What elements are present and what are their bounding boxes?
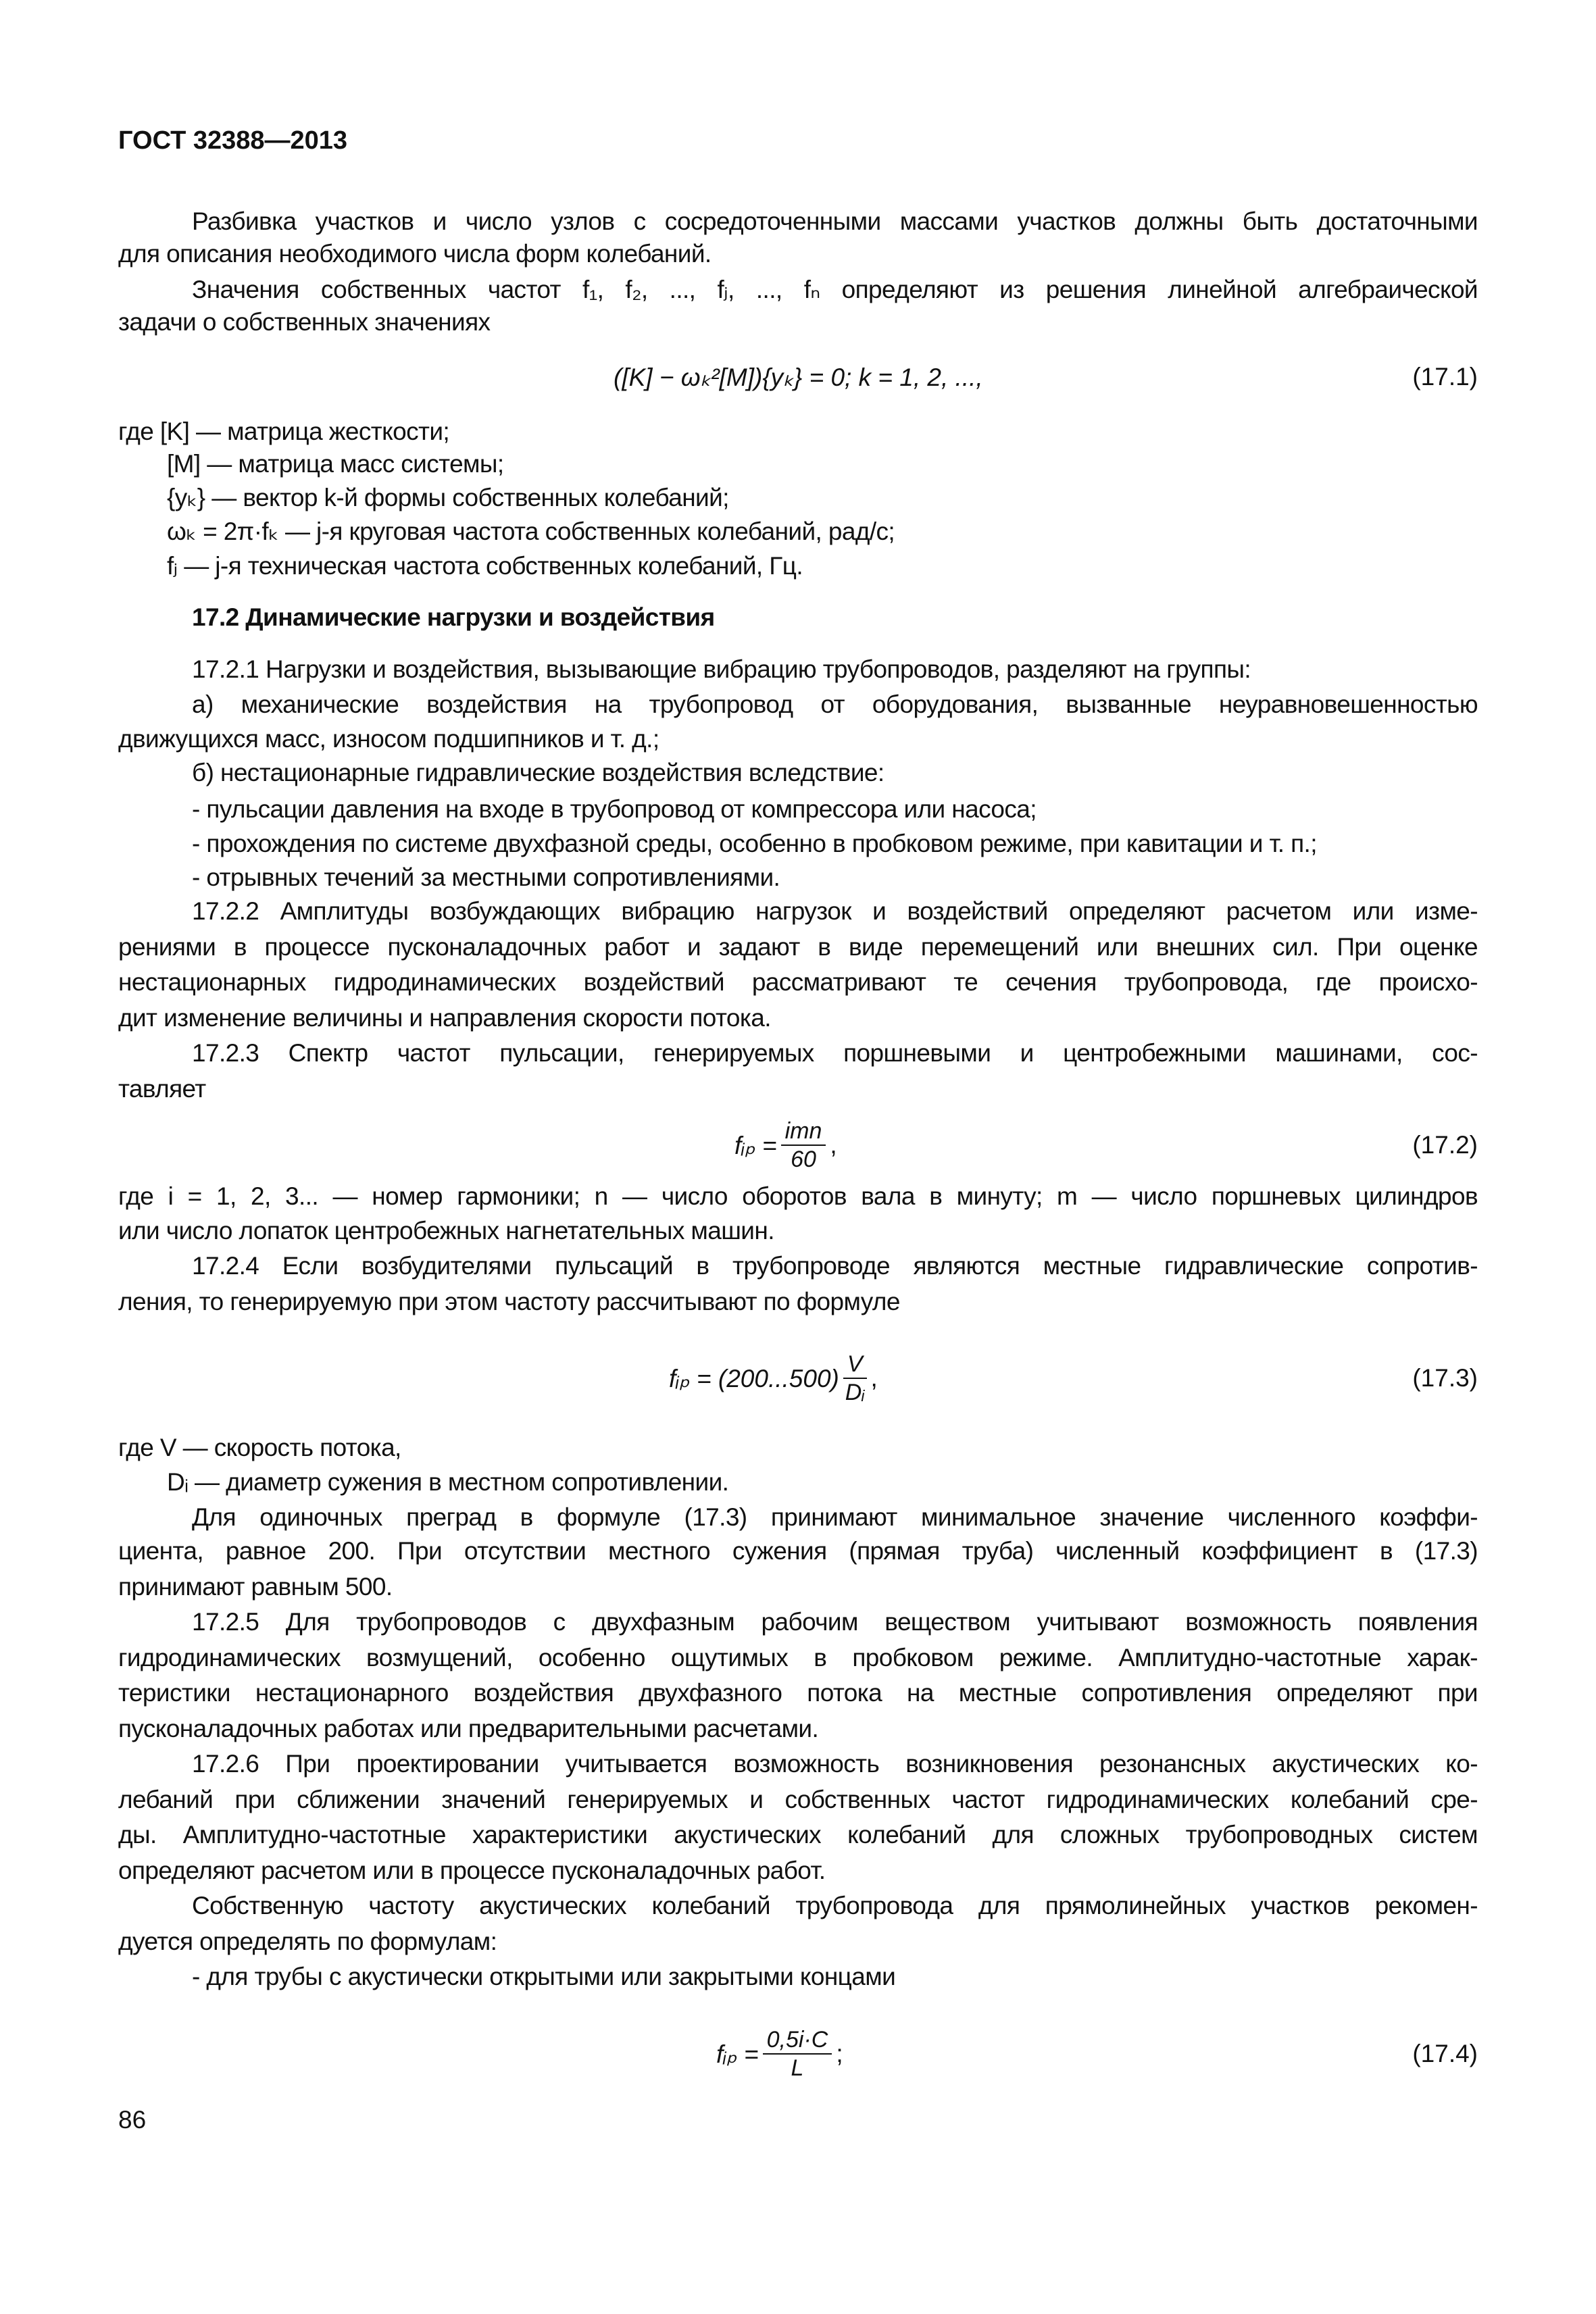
text-line: а) механические воздействия на трубопровод от оборудования, вызванные неуравновешенностью	[192, 690, 1478, 718]
text-line: 17.2.1 Нагрузки и воздействия, вызывающие вибрацию трубопроводов, разделяют на группы:	[192, 655, 1251, 683]
formula-number: (17.4)	[1412, 2040, 1478, 2067]
numerator: V	[843, 1351, 867, 1379]
text-line: 17.2.6 При проектировании учитывается возможность возникновения резонансных акустических ко-	[192, 1750, 1478, 1778]
text-line: для описания необходимого числа форм колебаний.	[118, 240, 712, 268]
text-line: 17.2.2 Амплитуды возбуждающих вибрацию нагрузок и воздействий определяют расчетом или изме-	[192, 897, 1478, 925]
text-line: дуется определять по формулам:	[118, 1928, 497, 1955]
text-line: 17.2.5 Для трубопроводов с двухфазным рабочим веществом учитывают возможность появления	[192, 1608, 1478, 1636]
text-line: Разбивка участков и число узлов с сосредоточенными массами участков должны быть достаточными	[192, 207, 1478, 235]
fraction	[763, 2026, 832, 2082]
formula-tail: ,	[870, 1364, 878, 1392]
text-line: {yₖ} — вектор k-й формы собственных колебаний;	[167, 484, 729, 511]
denominator: L	[791, 2055, 804, 2081]
text-line: Собственную частоту акустических колебаний трубопровода для прямолинейных участков рекомен-	[192, 1892, 1478, 1919]
text-line: Значения собственных частот f₁, f₂, ..., fⱼ, ..., fₙ определяют из решения линейной алгебраической	[192, 276, 1478, 303]
text-line: дит изменение величины и направления скорости потока.	[118, 1004, 771, 1032]
text-line: - пульсации давления на входе в трубопровод от компрессора или насоса;	[192, 795, 1037, 823]
text-line: 17.2.4 Если возбудителями пульсаций в трубопроводе являются местные гидравлические сопротив-	[192, 1252, 1478, 1280]
text-line: или число лопаток центробежных нагнетательных машин.	[118, 1217, 774, 1244]
text-line: тавляет	[118, 1075, 206, 1103]
fraction	[781, 1117, 826, 1173]
text-line: циента, равное 200. При отсутствии местного сужения (прямая труба) численный коэффициент в (17.3)	[118, 1537, 1478, 1565]
formula-tail: ,	[830, 1131, 837, 1159]
text-line: где i = 1, 2, 3... — номер гармоники; n — число оборотов вала в минуту; m — число поршневых цилиндров	[118, 1182, 1478, 1210]
text-line: рениями в процессе пусконаладочных работ и задают в виде перемещений или внешних сил. При оценке	[118, 933, 1478, 961]
section-heading: 17.2 Динамические нагрузки и воздействия	[192, 603, 715, 631]
formula-tail: ;	[836, 2040, 843, 2067]
page-number: 86	[118, 2106, 147, 2134]
fraction	[843, 1351, 867, 1406]
numerator: 0,5i·C	[763, 2026, 832, 2055]
text-line: Для одиночных преград в формуле (17.3) принимают минимальное значение численного коэффи-	[192, 1503, 1478, 1531]
text-line: где V — скорость потока,	[118, 1434, 401, 1461]
formula-lhs: fᵢₚ =	[716, 2040, 759, 2068]
text-line: ωₖ = 2π·fₖ — j-я круговая частота собственных колебаний, рад/с;	[167, 518, 895, 545]
denominator: 60	[791, 1147, 816, 1172]
denominator: Dᵢ	[845, 1380, 865, 1405]
text-line: - отрывных течений за местными сопротивлениями.	[192, 863, 780, 891]
text-line: - прохождения по системе двухфазной среды, особенно в пробковом режиме, при кавитации и т. п.;	[192, 830, 1317, 857]
numerator: imn	[781, 1117, 826, 1146]
text-line: гидродинамических возмущений, особенно ощутимых в пробковом режиме. Амплитудно-частотные харак-	[118, 1644, 1478, 1671]
formula-number: (17.2)	[1412, 1131, 1478, 1159]
text-line: fⱼ — j-я техническая частота собственных колебаний, Гц.	[167, 552, 803, 580]
text-line: движущихся масс, износом подшипников и т. д.;	[118, 725, 659, 753]
formula-number: (17.3)	[1412, 1364, 1478, 1392]
formula-lhs: fᵢₚ = (200...500)	[669, 1364, 839, 1392]
text-line: теристики нестационарного воздействия двухфазного потока на местные сопротивления определяют при	[118, 1679, 1478, 1707]
formula-lhs: fᵢₚ =	[734, 1131, 777, 1159]
text-line: 17.2.3 Спектр частот пульсации, генерируемых поршневыми и центробежными машинами, сос-	[192, 1039, 1478, 1067]
text-line: б) нестационарные гидравлические воздействия вследствие:	[192, 759, 884, 786]
text-line: пусконаладочных работах или предварительными расчетами.	[118, 1715, 819, 1742]
text-line: Dᵢ — диаметр сужения в местном сопротивлении.	[167, 1468, 729, 1496]
document-header: ГОСТ 32388—2013	[118, 126, 348, 155]
formula-expression: ([K] − ωₖ²[M]){yₖ} = 0; k = 1, 2, ...,	[614, 363, 983, 391]
text-line: нестационарных гидродинамических воздействий рассматривают те сечения трубопровода, где происхо-	[118, 968, 1478, 996]
text-line: лебаний при сближении значений генерируемых и собственных частот гидродинамических колебаний сре-	[118, 1786, 1478, 1813]
text-line: определяют расчетом или в процессе пусконаладочных работ.	[118, 1857, 826, 1884]
text-line: принимают равным 500.	[118, 1573, 393, 1601]
text-line: задачи о собственных значениях	[118, 308, 491, 336]
text-line: ления, то генерируемую при этом частоту рассчитывают по формуле	[118, 1288, 900, 1315]
text-line: где [K] — матрица жесткости;	[118, 418, 450, 445]
text-line: [M] — матрица масс системы;	[167, 450, 504, 478]
formula-number: (17.1)	[1412, 363, 1478, 391]
text-line: - для трубы с акустически открытыми или закрытыми концами	[192, 1963, 896, 1990]
text-line: ды. Амплитудно-частотные характеристики акустических колебаний для сложных трубопроводных систем	[118, 1821, 1478, 1848]
